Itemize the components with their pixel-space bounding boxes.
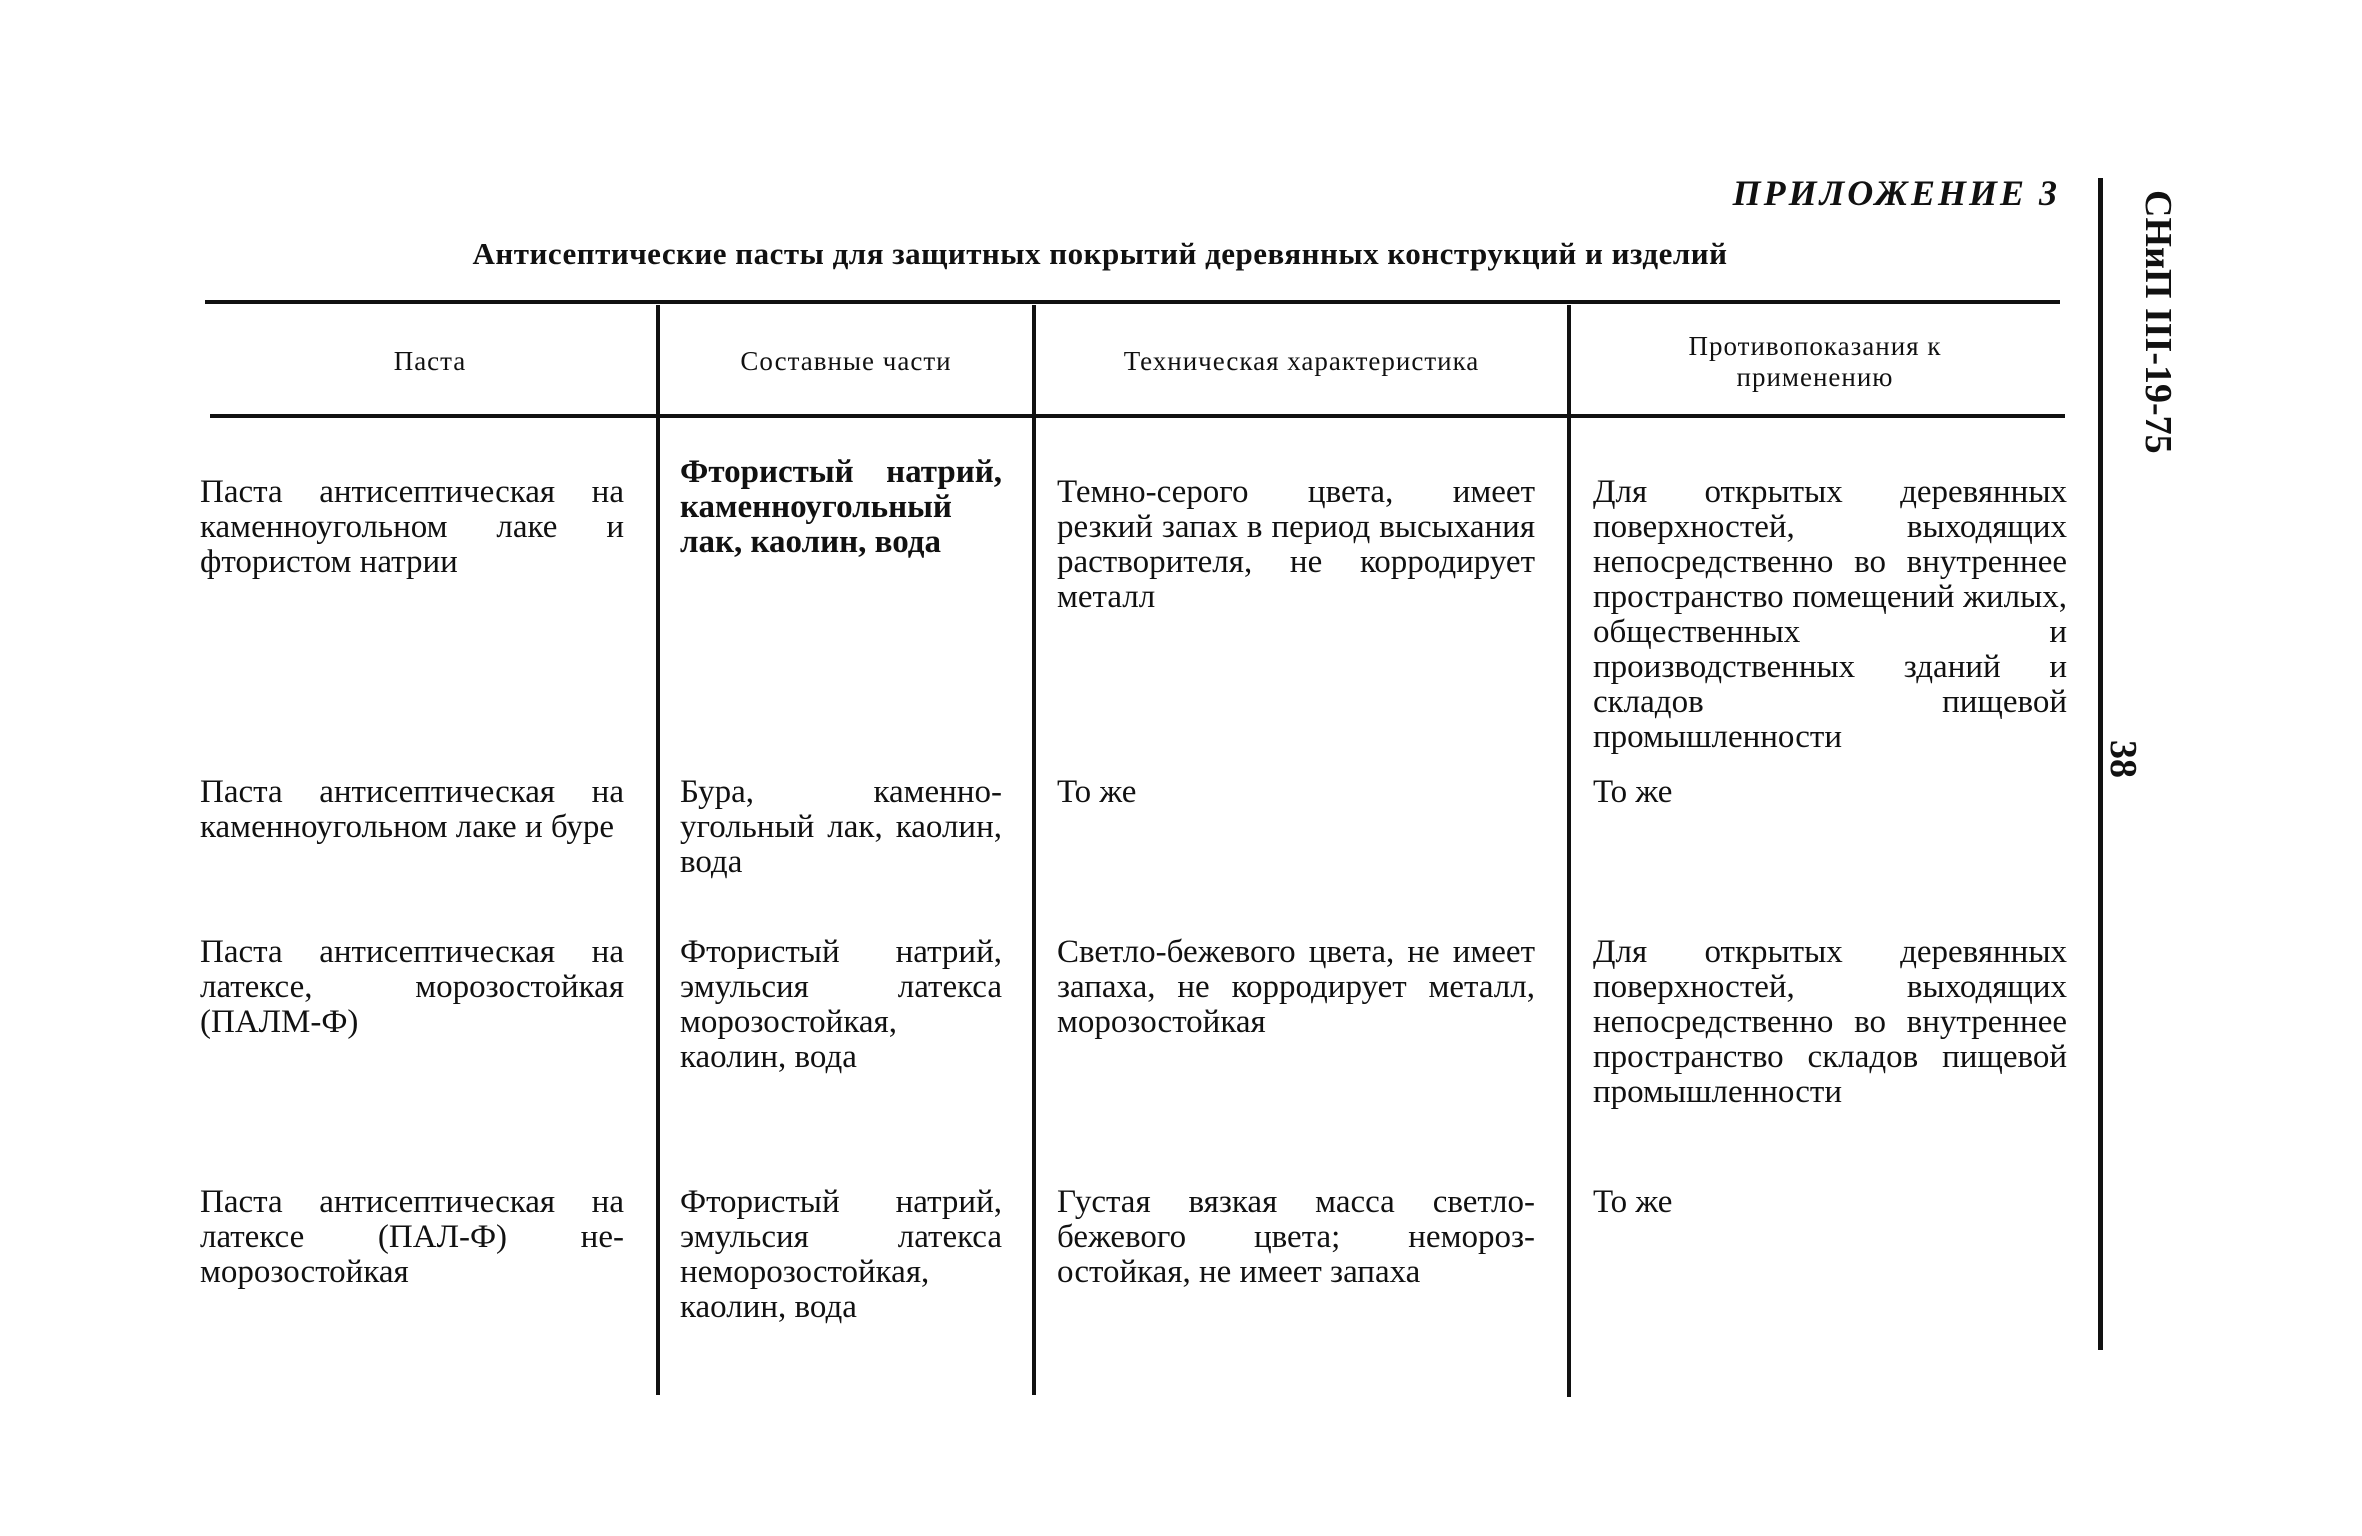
- row2-contra: То же: [1593, 774, 1673, 810]
- row1-paste: Паста антисептическая на каменноугольном лаке и фтористом натрии: [200, 474, 624, 580]
- column-divider-3: [1567, 305, 1571, 1397]
- row4-contra: То же: [1593, 1184, 1673, 1220]
- row4-components: Фтористый натрий, эмульсия латекса неморозостойкая, каолин, вода: [680, 1184, 1002, 1325]
- row3-tech: Светло-бежевого цвета, не имеет запаха, не корродирует металл, морозостойкая: [1057, 934, 1535, 1040]
- row3-contra: Для открытых деревянных поверхностей, выходящих непосредственно во внутреннее пространство складов пищевой промышленности: [1593, 934, 2067, 1110]
- row2-paste: Паста антисептическая на каменноугольном лаке и буре: [200, 774, 624, 845]
- document-code: СНиП III-19-75: [2137, 190, 2179, 454]
- header-tech: Техническая характеристика: [1123, 346, 1480, 377]
- column-divider-2: [1032, 305, 1036, 1395]
- row3-paste: Паста антисептическая на латексе, морозостойкая (ПАЛМ-Ф): [200, 934, 624, 1040]
- table-title: Антисептические пасты для защитных покрытий деревянных конструкций и изделий: [472, 236, 1728, 271]
- row3-components: Фтористый натрий, эмульсия латекса морозостойкая, каолин, вода: [680, 934, 1002, 1075]
- row1-tech: Темно-серого цвета, имеет резкий запах в период высыхания растворителя, не корродирует металл: [1057, 474, 1535, 615]
- row2-tech: То же: [1057, 774, 1137, 810]
- row4-paste: Паста антисептическая на латексе (ПАЛ-Ф) неморозостойкая: [200, 1184, 624, 1290]
- row4-tech: Густая вязкая масса светло-бежевого цвета; неморозостойкая, не имеет запаха: [1057, 1184, 1535, 1290]
- page-number: 38: [2102, 740, 2144, 778]
- header-components: Составные части: [740, 346, 952, 377]
- header-paste: Паста: [393, 346, 467, 377]
- row2-components: Бура, каменноугольный лак, каолин, вода: [680, 774, 1002, 880]
- table-top-rule: [205, 300, 2060, 304]
- appendix-label: ПРИЛОЖЕНИЕ 3: [1732, 173, 2060, 213]
- header-bottom-rule: [210, 414, 2065, 418]
- header-contra: Противопоказания к применению: [1688, 330, 1942, 392]
- row1-contra: Для открытых деревянных поверхностей, выходящих непосредственно во внутреннее пространство помещений жилых, общественных и производственных зданий и складов пищевой промышленности: [1593, 474, 2067, 755]
- row1-components: Фтористый натрий, каменноугольный лак, каолин, вода: [680, 454, 1002, 560]
- column-divider-1: [656, 305, 660, 1395]
